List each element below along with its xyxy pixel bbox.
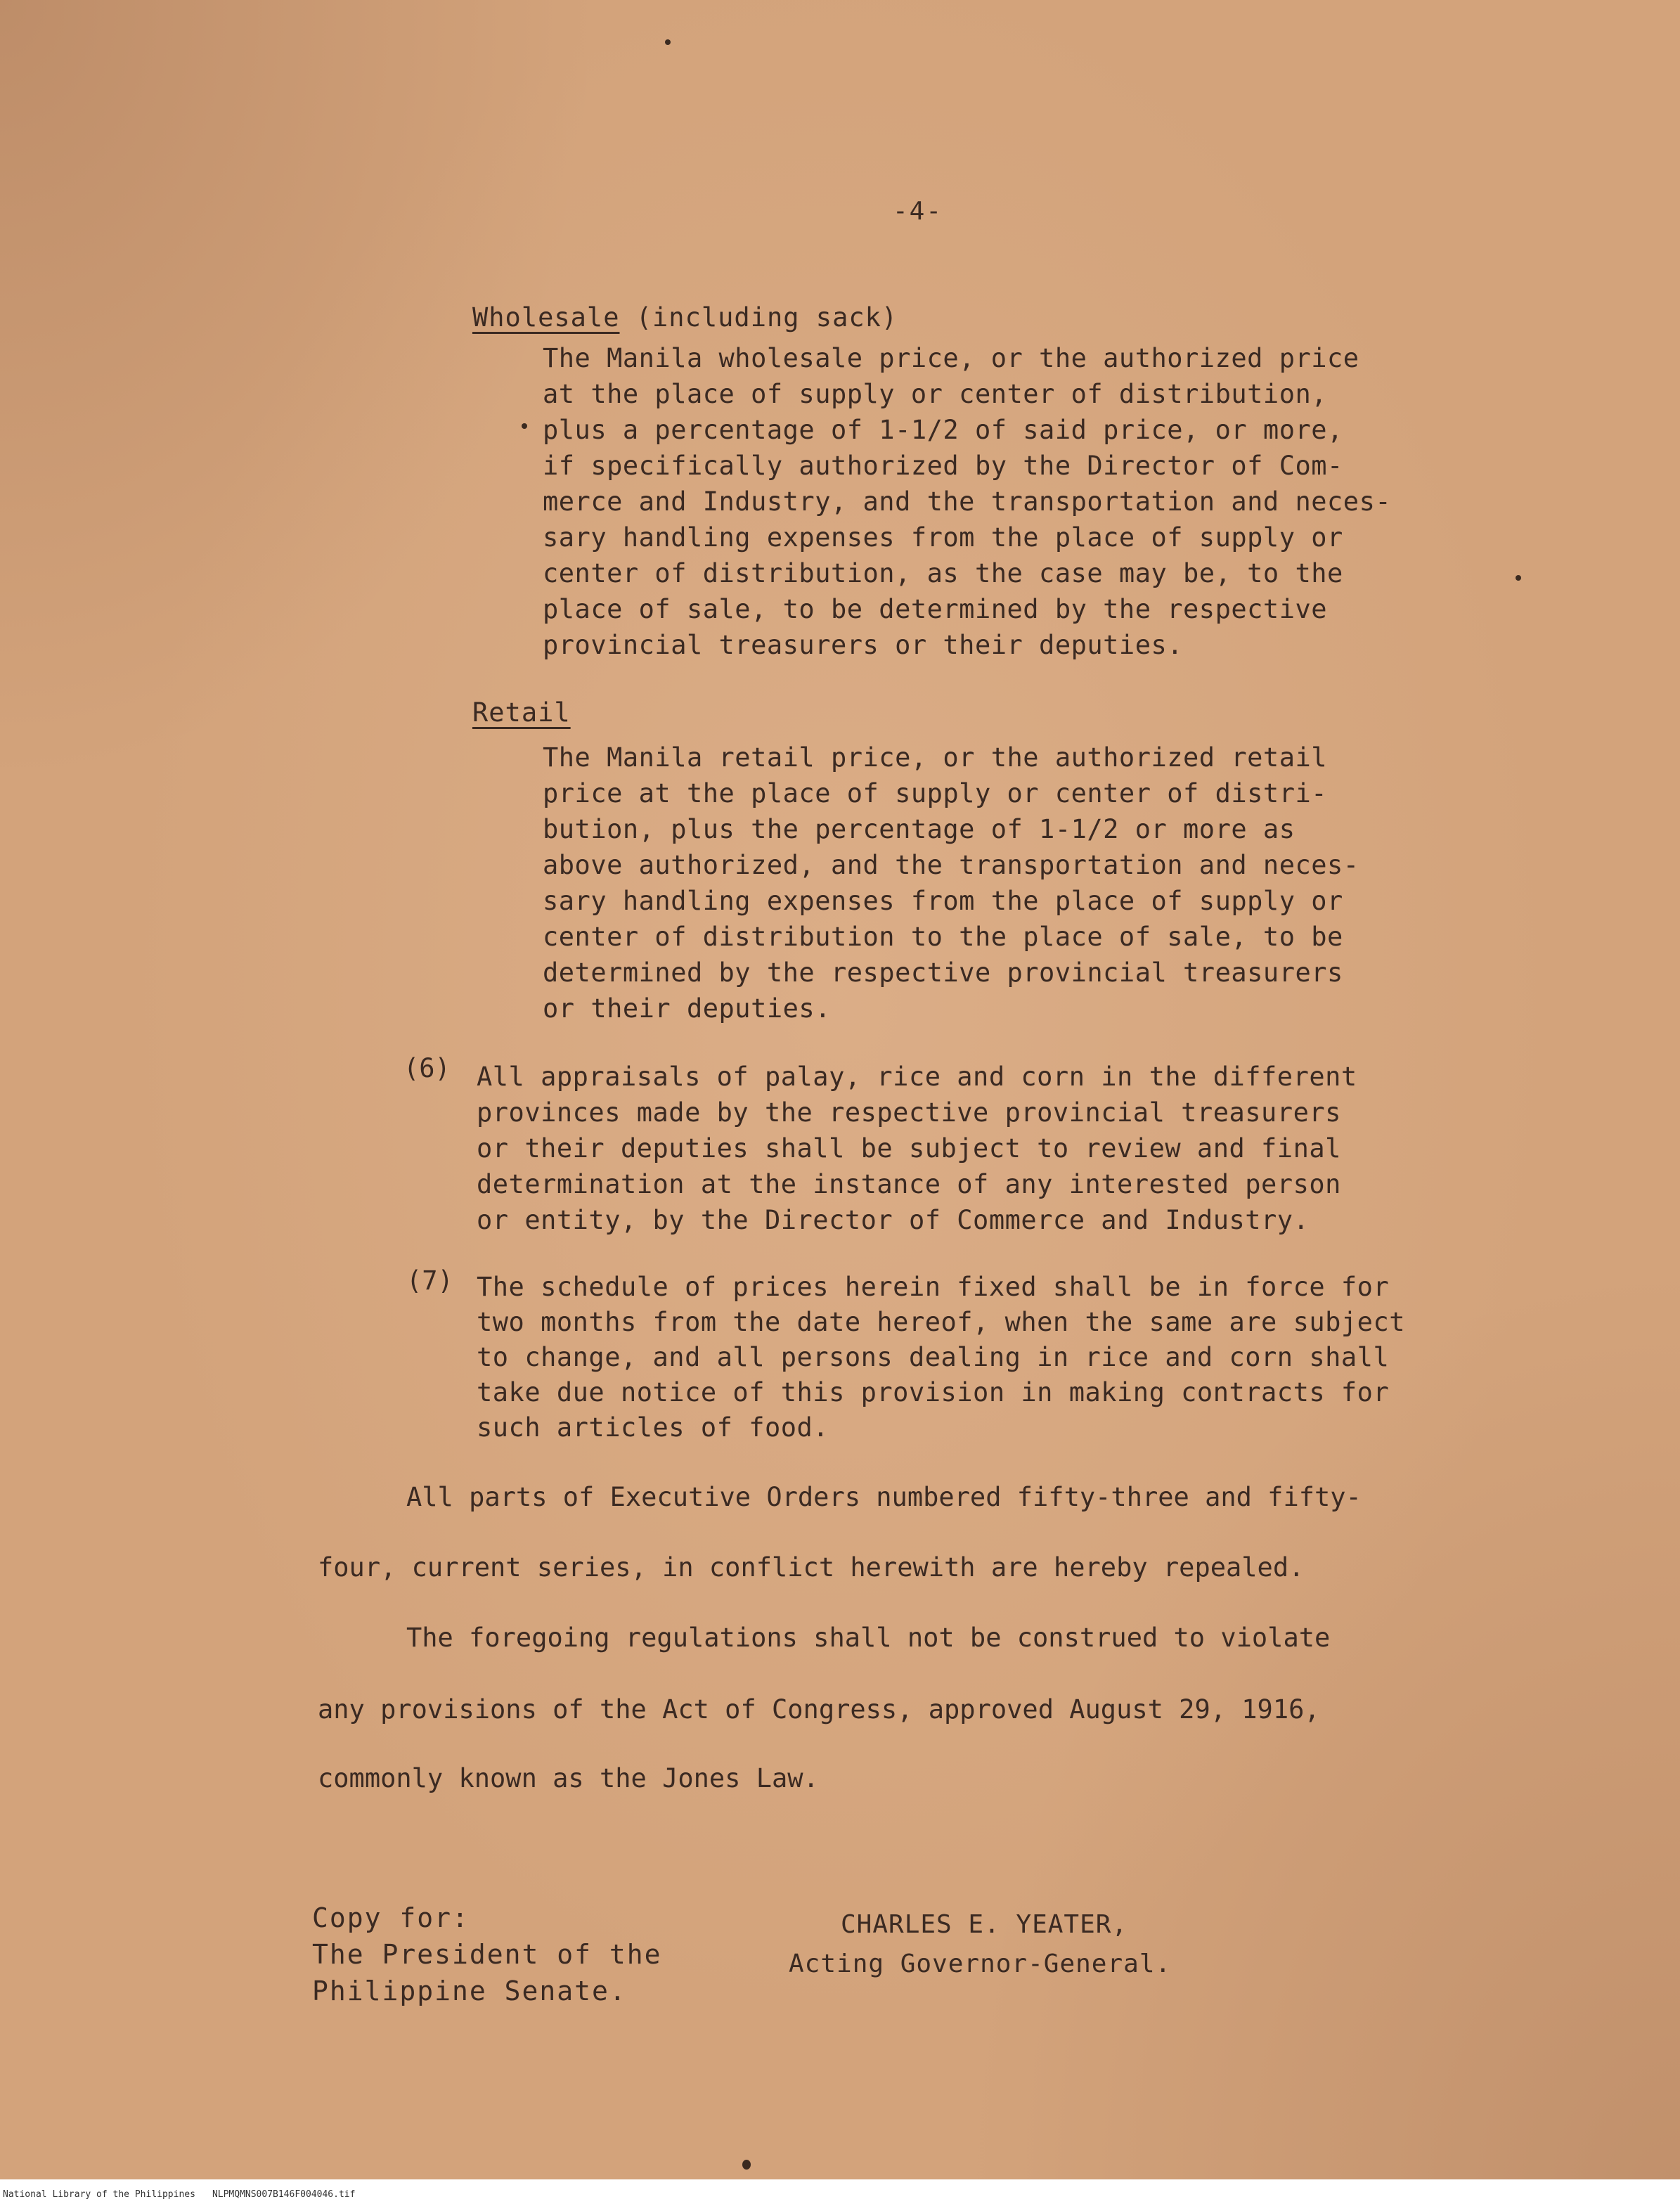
item-6-paragraph <box>477 1059 1357 1238</box>
wholesale-heading-rest: (including sack) <box>619 302 898 333</box>
paper-speck <box>522 423 527 429</box>
wholesale-line: The Manila wholesale price, or the authorized price <box>543 343 1359 373</box>
retail-line: The Manila retail price, or the authorized retail <box>543 742 1328 773</box>
construction-line-3: commonly known as the Jones Law. <box>318 1763 819 1793</box>
wholesale-line: plus a percentage of 1-1/2 of said price, or more, <box>543 415 1343 445</box>
repeal-line-2: four, current series, in conflict herewith are hereby repealed. <box>318 1552 1305 1583</box>
item-7-line: The schedule of prices herein fixed shall be in force for <box>477 1272 1390 1302</box>
paper-speck <box>742 2160 751 2170</box>
signature-title: Acting Governor-General. <box>789 1950 1172 1978</box>
construction-line-2: any provisions of the Act of Congress, approved August 29, 1916, <box>318 1694 1320 1725</box>
retail-line: above authorized, and the transportation and neces- <box>543 850 1359 880</box>
item-7-line: two months from the date hereof, when the same are subject <box>477 1307 1406 1337</box>
wholesale-line: provincial treasurers or their deputies. <box>543 630 1184 660</box>
retail-heading <box>472 697 571 728</box>
item-6-number: (6) <box>403 1053 451 1083</box>
item-6-line: All appraisals of palay, rice and corn in the different <box>477 1062 1357 1092</box>
repeal-line-1: All parts of Executive Orders numbered fifty-three and fifty- <box>406 1482 1362 1512</box>
copy-for-line: Philippine Senate. <box>312 1976 627 2006</box>
wholesale-heading <box>472 302 898 333</box>
wholesale-line: merce and Industry, and the transportation and neces- <box>543 486 1392 517</box>
wholesale-line: center of distribution, as the case may be, to the <box>543 558 1343 588</box>
scan-footer-text <box>3 2189 372 2200</box>
item-7-line: to change, and all persons dealing in rice and corn shall <box>477 1342 1390 1372</box>
wholesale-paragraph <box>543 340 1391 663</box>
item-7-line: such articles of food. <box>477 1412 829 1443</box>
wholesale-heading-underlined: Wholesale <box>472 302 620 333</box>
retail-line: sary handling expenses from the place of supply or <box>543 886 1343 916</box>
wholesale-line: sary handling expenses from the place of supply or <box>543 522 1343 553</box>
wholesale-line: at the place of supply or center of distribution, <box>543 379 1328 409</box>
page-number: -4- <box>893 197 943 226</box>
item-6-line: or their deputies shall be subject to review and final <box>477 1133 1341 1164</box>
retail-line: price at the place of supply or center of distri- <box>543 778 1328 808</box>
retail-heading-underlined: Retail <box>472 697 571 728</box>
item-6-line: or entity, by the Director of Commerce and Industry. <box>477 1205 1310 1235</box>
construction-line-1: The foregoing regulations shall not be construed to violate <box>406 1623 1331 1653</box>
paper-speck <box>1516 575 1521 581</box>
wholesale-line: if specifically authorized by the Director of Com- <box>543 451 1343 481</box>
item-6-line: provinces made by the respective provincial treasurers <box>477 1097 1341 1128</box>
footer-filename: NLPMQMNS007B146F004046.tif <box>212 2189 356 2200</box>
footer-library: National Library of the Philippines <box>3 2189 195 2200</box>
item-7-line: take due notice of this provision in making contracts for <box>477 1377 1390 1407</box>
retail-line: or their deputies. <box>543 993 831 1024</box>
copy-for-block <box>312 1900 662 2009</box>
retail-line: determined by the respective provincial treasurers <box>543 958 1343 988</box>
wholesale-line: place of sale, to be determined by the respective <box>543 594 1328 624</box>
scan-footer <box>0 2179 1680 2204</box>
copy-for-line: The President of the <box>312 1939 662 1970</box>
item-7-number: (7) <box>406 1265 453 1296</box>
retail-line: center of distribution to the place of sale, to be <box>543 922 1343 952</box>
item-7-paragraph <box>477 1270 1405 1445</box>
copy-for-line: Copy for: <box>312 1902 470 1933</box>
retail-paragraph <box>543 740 1359 1026</box>
signature-name: CHARLES E. YEATER, <box>841 1910 1128 1939</box>
item-6-line: determination at the instance of any interested person <box>477 1169 1341 1199</box>
paper-speck <box>665 39 671 45</box>
retail-line: bution, plus the percentage of 1-1/2 or more as <box>543 814 1295 844</box>
